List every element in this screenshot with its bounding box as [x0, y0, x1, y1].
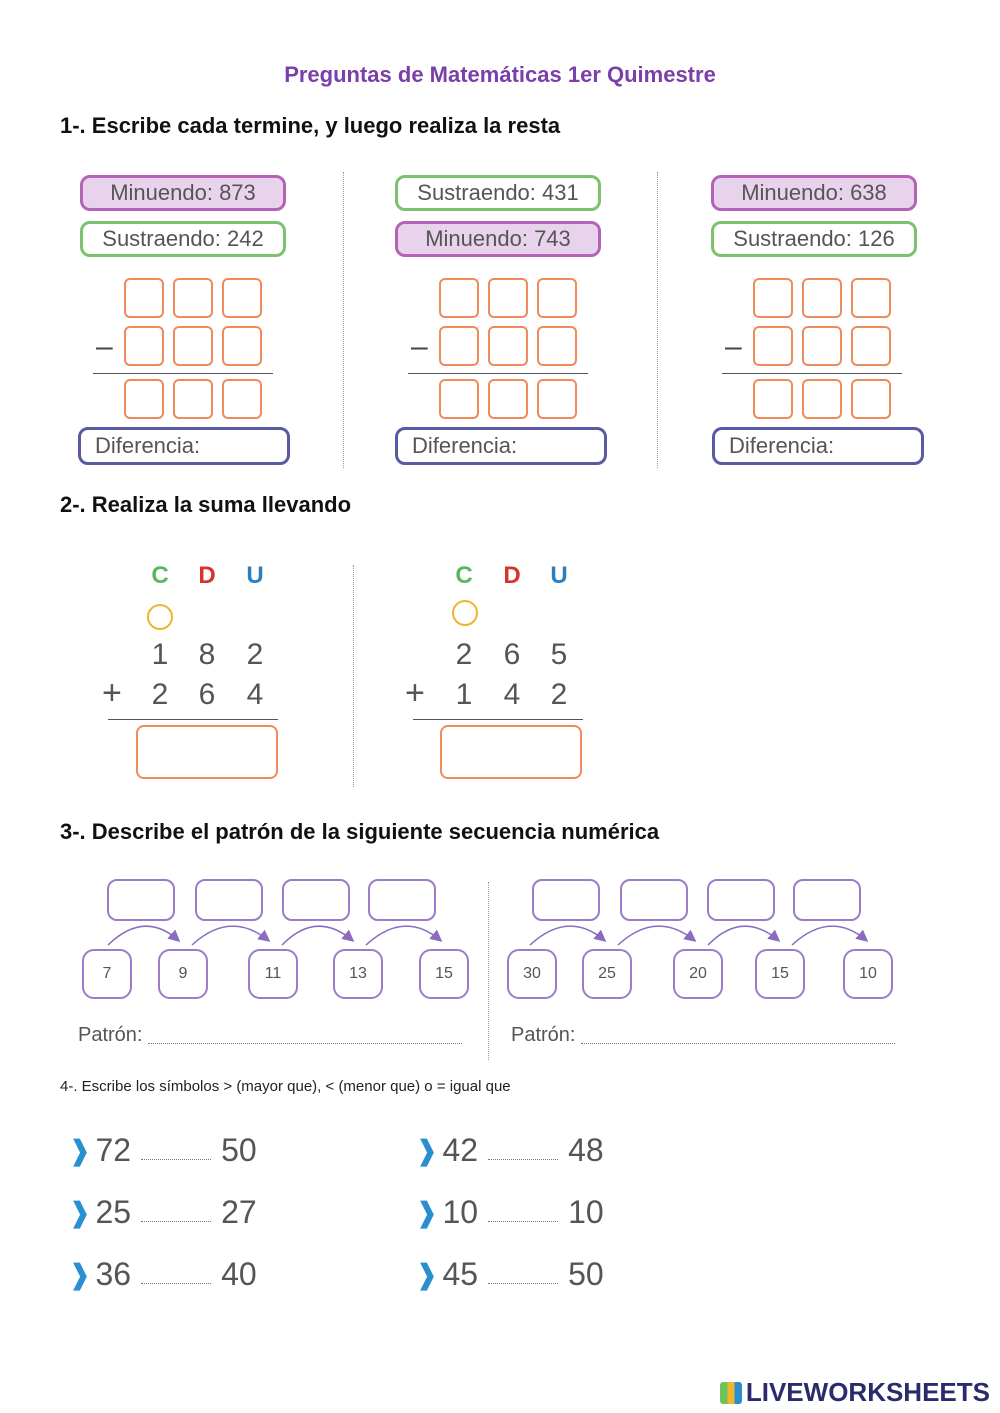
sequence-number: 10 — [843, 949, 893, 999]
sum-answer-box[interactable] — [136, 725, 278, 779]
pattern-answer-box[interactable] — [707, 879, 775, 921]
liveworksheets-logo — [720, 1377, 990, 1408]
digit-box[interactable] — [124, 326, 164, 366]
q4-heading: 4-. Escribe los símbolos > (mayor que), < (menor que) o = igual que — [60, 1078, 511, 1095]
symbol-answer-line[interactable] — [141, 1265, 211, 1284]
symbol-answer-line[interactable] — [141, 1203, 211, 1222]
comparison-row — [68, 1256, 257, 1293]
subtrahend-label: Sustraendo: 242 — [80, 221, 286, 257]
pattern-answer-box[interactable] — [793, 879, 861, 921]
carry-circle[interactable] — [452, 600, 478, 626]
pattern-answer-line[interactable] — [581, 1043, 895, 1044]
difference-field[interactable]: Diferencia: — [712, 427, 924, 465]
minus-sign: – — [96, 330, 113, 363]
digit: 2 — [455, 638, 473, 671]
sequence-number: 20 — [673, 949, 723, 999]
sequence-number: 15 — [755, 949, 805, 999]
q3-heading: 3-. Describe el patrón de la siguiente secuencia numérica — [60, 819, 660, 844]
result-line — [413, 719, 583, 720]
digit: 2 — [246, 638, 264, 671]
left-number: 42 — [442, 1132, 479, 1168]
symbol-answer-line[interactable] — [141, 1141, 211, 1160]
digit-box[interactable] — [439, 326, 479, 366]
digit-box[interactable] — [222, 326, 262, 366]
digit-box[interactable] — [537, 379, 577, 419]
pattern-answer-box[interactable] — [620, 879, 688, 921]
divider — [343, 172, 344, 468]
difference-field[interactable]: Diferencia: — [78, 427, 290, 465]
digit: 8 — [198, 638, 216, 671]
pattern-answer-box[interactable] — [107, 879, 175, 921]
digit-box[interactable] — [851, 278, 891, 318]
digit: 2 — [151, 678, 169, 711]
digit: 1 — [151, 638, 169, 671]
digit-box[interactable] — [488, 326, 528, 366]
digit-box[interactable] — [802, 278, 842, 318]
digit: 2 — [550, 678, 568, 711]
q1-heading: 1-. Escribe cada termine, y luego realiza la resta — [60, 113, 561, 138]
result-line — [93, 373, 273, 374]
pattern-answer-box[interactable] — [195, 879, 263, 921]
chevron-right-icon: ❱ — [415, 1259, 439, 1290]
result-line — [108, 719, 278, 720]
sequence-number: 30 — [507, 949, 557, 999]
right-number: 50 — [221, 1132, 257, 1168]
digit-box[interactable] — [222, 278, 262, 318]
carry-circle[interactable] — [147, 604, 173, 630]
result-line — [408, 373, 588, 374]
tens-header: D — [503, 562, 521, 589]
minuend-label: Minuendo: 873 — [80, 175, 286, 211]
right-number: 50 — [568, 1256, 604, 1292]
minus-sign: – — [411, 330, 428, 363]
digit: 4 — [503, 678, 521, 711]
left-number: 36 — [95, 1256, 132, 1292]
digit-box[interactable] — [439, 379, 479, 419]
pattern-label: Patrón: — [78, 1024, 143, 1046]
pattern-answer-line[interactable] — [148, 1043, 462, 1044]
digit: 4 — [246, 678, 264, 711]
subtrahend-label: Sustraendo: 431 — [395, 175, 601, 211]
page-title: Preguntas de Matemáticas 1er Quimestre — [284, 62, 716, 87]
digit-box[interactable] — [488, 278, 528, 318]
digit-box[interactable] — [753, 379, 793, 419]
sequence-number: 13 — [333, 949, 383, 999]
digit-box[interactable] — [124, 278, 164, 318]
tens-header: D — [198, 562, 216, 589]
comparison-row — [415, 1194, 604, 1231]
comparison-row — [68, 1132, 257, 1169]
digit-box[interactable] — [537, 326, 577, 366]
sequence-number: 11 — [248, 949, 298, 999]
sequence-number: 9 — [158, 949, 208, 999]
digit-box[interactable] — [802, 326, 842, 366]
digit-box[interactable] — [173, 278, 213, 318]
logo-icon — [720, 1382, 742, 1404]
left-number: 10 — [442, 1194, 479, 1230]
digit-box[interactable] — [488, 379, 528, 419]
digit-box[interactable] — [439, 278, 479, 318]
digit-box[interactable] — [222, 379, 262, 419]
digit-box[interactable] — [537, 278, 577, 318]
divider — [353, 565, 354, 787]
right-number: 27 — [221, 1194, 257, 1230]
left-number: 25 — [95, 1194, 132, 1230]
digit-box[interactable] — [124, 379, 164, 419]
chevron-right-icon: ❱ — [415, 1197, 439, 1228]
comparison-row — [415, 1256, 604, 1293]
minus-sign: – — [725, 330, 742, 363]
chevron-right-icon: ❱ — [68, 1259, 92, 1290]
minuend-label: Minuendo: 743 — [395, 221, 601, 257]
digit-box[interactable] — [173, 326, 213, 366]
digit-box[interactable] — [753, 278, 793, 318]
right-number: 10 — [568, 1194, 604, 1230]
sequence-number: 25 — [582, 949, 632, 999]
digit-box[interactable] — [753, 326, 793, 366]
pattern-answer-box[interactable] — [532, 879, 600, 921]
digit-box[interactable] — [851, 379, 891, 419]
divider — [657, 172, 658, 468]
right-number: 40 — [221, 1256, 257, 1292]
pattern-answer-box[interactable] — [368, 879, 436, 921]
q2-heading: 2-. Realiza la suma llevando — [60, 492, 352, 517]
units-header: U — [550, 562, 568, 589]
chevron-right-icon: ❱ — [68, 1197, 92, 1228]
left-number: 72 — [95, 1132, 132, 1168]
sequence-number: 15 — [419, 949, 469, 999]
plus-sign: + — [405, 674, 425, 712]
symbol-answer-line[interactable] — [488, 1265, 558, 1284]
footer-brand: LIVEWORKSHEETS — [745, 1377, 990, 1407]
symbol-answer-line[interactable] — [488, 1141, 558, 1160]
digit: 5 — [550, 638, 568, 671]
pattern-answer-box[interactable] — [282, 879, 350, 921]
subtrahend-label: Sustraendo: 126 — [711, 221, 917, 257]
chevron-right-icon: ❱ — [68, 1135, 92, 1166]
left-number: 45 — [442, 1256, 479, 1292]
pattern-label: Patrón: — [511, 1024, 576, 1046]
sequence-number: 7 — [82, 949, 132, 999]
chevron-right-icon: ❱ — [415, 1135, 439, 1166]
comparison-row — [415, 1132, 604, 1169]
hundreds-header: C — [151, 562, 169, 589]
result-line — [722, 373, 902, 374]
minuend-label: Minuendo: 638 — [711, 175, 917, 211]
comparison-row — [68, 1194, 257, 1231]
digit: 1 — [455, 678, 473, 711]
symbol-answer-line[interactable] — [488, 1203, 558, 1222]
plus-sign: + — [102, 674, 122, 712]
sum-answer-box[interactable] — [440, 725, 582, 779]
units-header: U — [246, 562, 264, 589]
divider — [488, 882, 489, 1060]
right-number: 48 — [568, 1132, 604, 1168]
digit-box[interactable] — [173, 379, 213, 419]
digit-box[interactable] — [851, 326, 891, 366]
digit-box[interactable] — [802, 379, 842, 419]
difference-field[interactable]: Diferencia: — [395, 427, 607, 465]
digit: 6 — [198, 678, 216, 711]
digit: 6 — [503, 638, 521, 671]
hundreds-header: C — [455, 562, 473, 589]
